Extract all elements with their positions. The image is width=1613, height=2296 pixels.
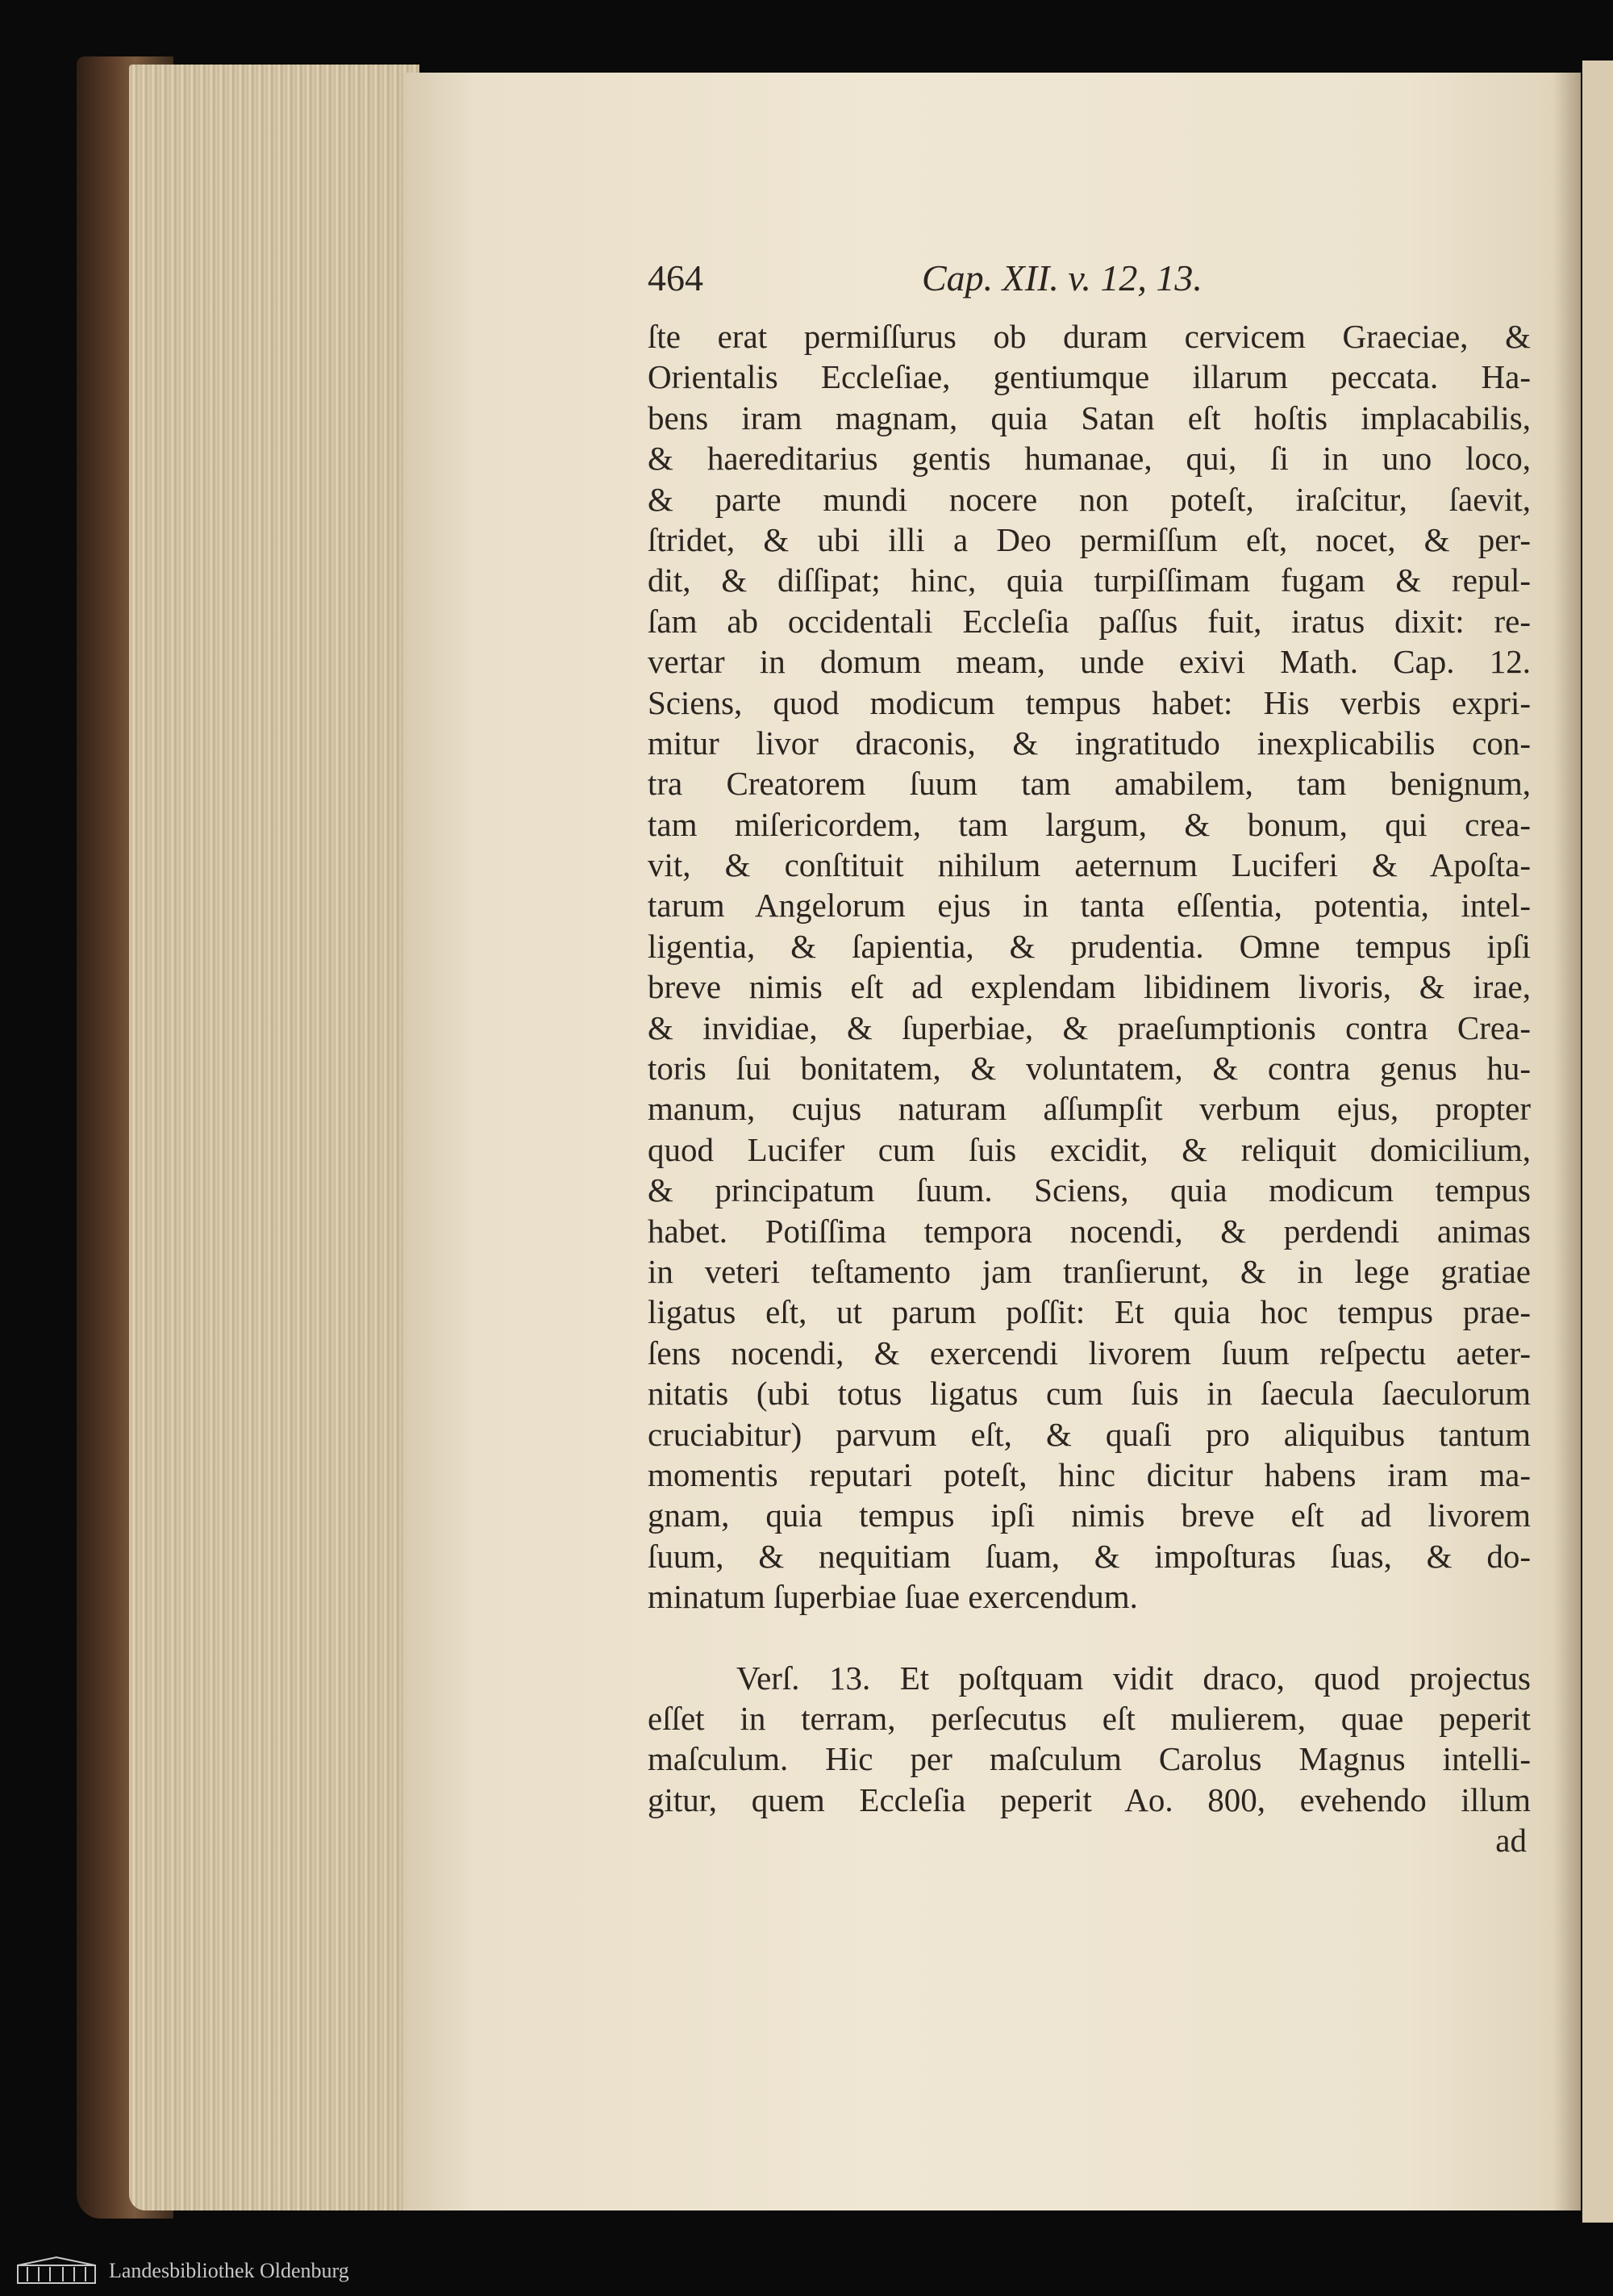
text-line: minatum ſuperbiae ſuae exercendum.	[648, 1578, 1138, 1616]
text-line: quod Lucifer cum ſuis excidit, & reliquit domicilium,	[648, 1130, 1531, 1168]
text-line: dit, & diſſipat; hinc, quia turpiſſimam fugam & repul-	[648, 561, 1531, 599]
text-line: vit, & conſtituit nihilum aeternum Luciferi & Apoſta-	[648, 846, 1531, 884]
verse-line: maſculum. Hic per maſculum Carolus Magnus intelli-	[648, 1740, 1531, 1778]
page-header	[648, 257, 1531, 305]
text-line: ſam ab occidentali Eccleſia paſſus fuit, iratus dixit: re-	[648, 602, 1531, 640]
text-line: & haereditarius gentis humanae, qui, ſi in uno loco,	[648, 440, 1531, 478]
text-line: toris ſui bonitatem, & voluntatem, & contra genus hu-	[648, 1050, 1531, 1087]
text-line: cruciabitur) parvum eſt, & quaſi pro aliquibus tantum	[648, 1415, 1531, 1453]
text-line: & invidiae, & ſuperbiae, & praeſumptionis contra Crea-	[648, 1008, 1531, 1046]
text-line: manum, cujus naturam aſſumpſit verbum ejus, propter	[648, 1090, 1531, 1128]
text-line: in veteri teſtamento jam tranſierunt, & in lege gratiae	[648, 1252, 1531, 1290]
text-line: tarum Angelorum ejus in tanta eſſentia, potentia, intel-	[648, 887, 1531, 925]
text-line: & principatum ſuum. Sciens, quia modicum tempus	[648, 1171, 1531, 1209]
text-line: nitatis (ubi totus ligatus cum ſuis in ſaecula ſaeculorum	[648, 1375, 1531, 1413]
text-line: ligatus eſt, ut parum poſſit: Et quia hoc tempus prae-	[648, 1293, 1531, 1331]
verse-line: Verſ. 13. Et poſtquam vidit draco, quod projectus	[736, 1659, 1531, 1697]
text-line: habet. Potiſſima tempora nocendi, & perdendi animas	[648, 1212, 1531, 1250]
text-line: bens iram magnam, quia Satan eſt hoſtis implacabilis,	[648, 399, 1531, 436]
text-line: ſens nocendi, & exercendi livorem ſuum reſpectu aeter-	[648, 1334, 1531, 1371]
text-line: ſtridet, & ubi illi a Deo permiſſum eſt, nocet, & per-	[648, 520, 1531, 558]
page-block-edge	[129, 65, 419, 2210]
facing-page-edge	[1582, 61, 1613, 2223]
text-line: ligentia, & ſapientia, & prudentia. Omne tempus ipſi	[648, 927, 1531, 965]
text-line: Sciens, quod modicum tempus habet: His verbis expri-	[648, 683, 1531, 721]
text-line: mitur livor draconis, & ingratitudo inexplicabilis con-	[648, 724, 1531, 762]
running-head: Cap. XII. v. 12, 13.	[922, 257, 1202, 298]
text-line: ſte erat permiſſurus ob duram cervicem Graeciae, &	[648, 318, 1531, 355]
text-line: breve nimis eſt ad explendam libidinem livoris, & irae,	[648, 968, 1531, 1006]
library-footer	[0, 2240, 1613, 2296]
paragraph-gap	[648, 1618, 1531, 1658]
text-line: ſuum, & nequitiam ſuam, & impoſturas ſuas, & do-	[648, 1537, 1531, 1575]
text-line: & parte mundi nocere non poteſt, iraſcitur, ſaevit,	[648, 480, 1531, 518]
text-line: tra Creatorem ſuum tam amabilem, tam benignum,	[648, 765, 1531, 803]
page-number: 464	[648, 257, 703, 298]
body-text	[648, 316, 1531, 1860]
text-line: gnam, quia tempus ipſi nimis breve eſt ad livorem	[648, 1497, 1531, 1534]
text-line: tam miſericordem, tam largum, & bonum, qui crea-	[648, 805, 1531, 843]
text-line: Orientalis Eccleſiae, gentiumque illarum peccata. Ha-	[648, 358, 1531, 396]
library-name: Landesbibliothek Oldenburg	[109, 2259, 349, 2282]
page-gutter-shadow	[1553, 73, 1581, 2210]
verse-line: eſſet in terram, perſecutus eſt mulierem, quae peperit	[648, 1699, 1531, 1737]
catchword: ad	[1495, 1822, 1527, 1860]
verse-line: gitur, quem Eccleſia peperit Ao. 800, evehendo illum	[648, 1780, 1531, 1818]
text-line: momentis reputari poteſt, hinc dicitur habens iram ma-	[648, 1455, 1531, 1493]
text-line: vertar in domum meam, unde exivi Math. Cap. 12.	[648, 643, 1531, 681]
library-building-icon	[16, 2256, 97, 2285]
